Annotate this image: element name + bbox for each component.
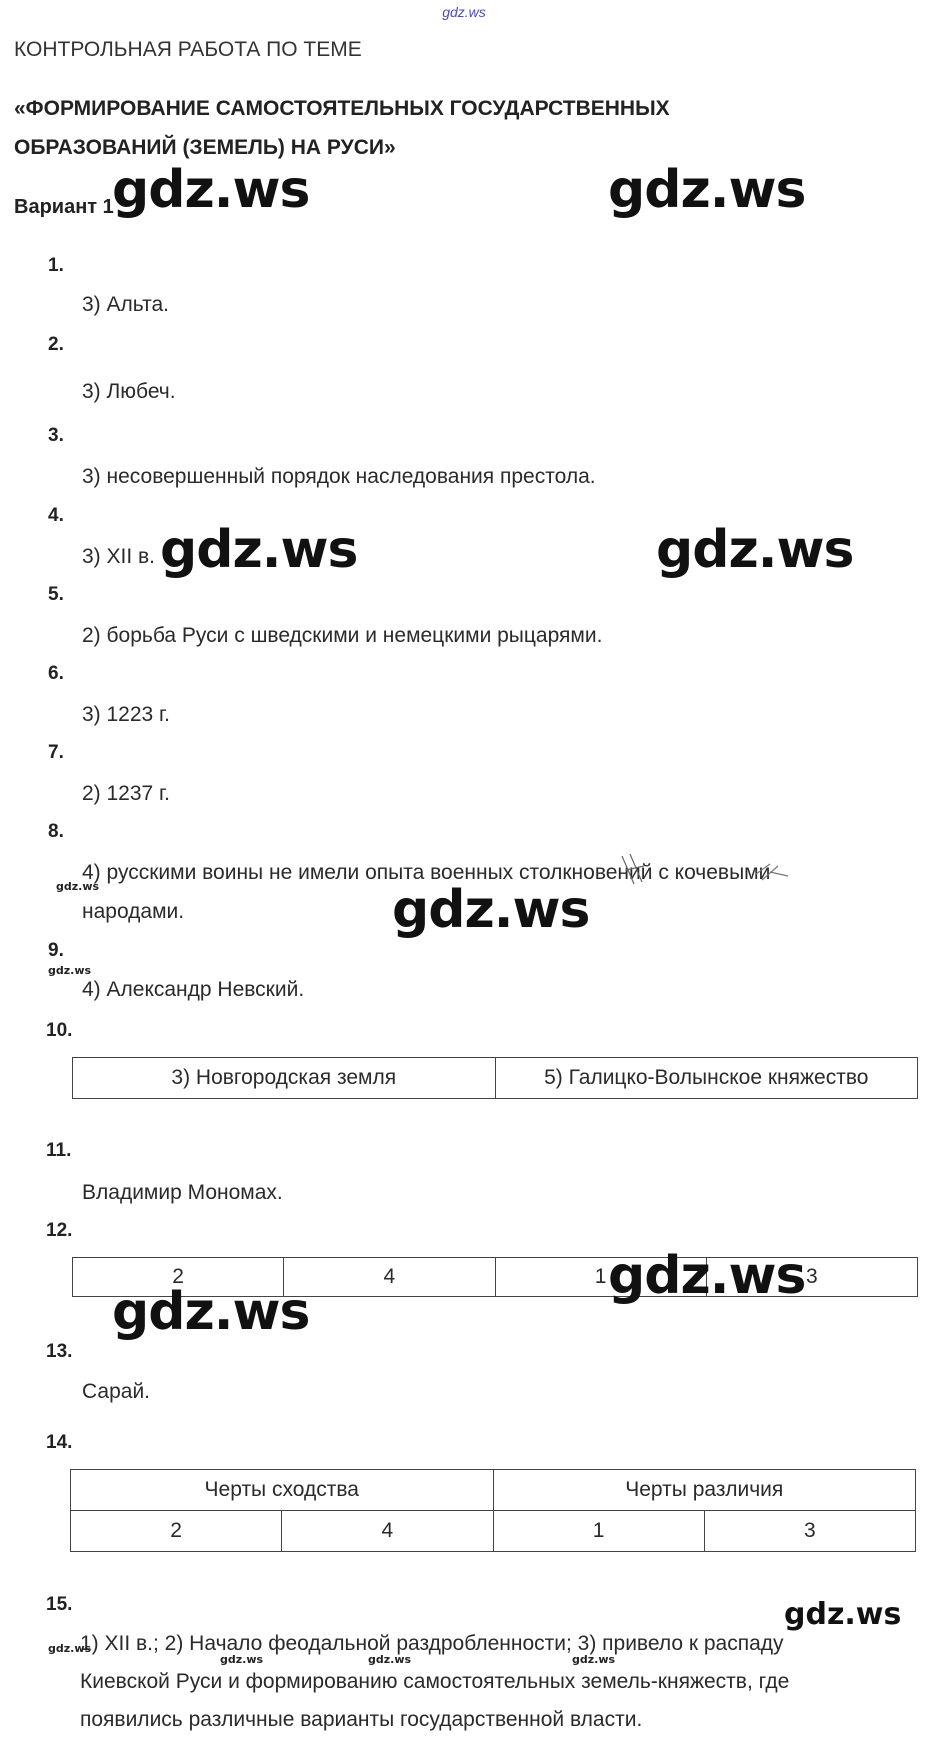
answer-14-cell: 2 <box>71 1511 282 1552</box>
question-number-6: 6. <box>48 663 64 684</box>
question-number-4: 4. <box>48 505 64 526</box>
answer-8-line-1: 4) русскими воины не имели опыта военных столкновений с кочевыми <box>82 861 771 884</box>
answer-10-cell: 3) Новгородская земля <box>73 1058 496 1099</box>
answer-8-line-2: народами. <box>82 900 185 923</box>
watermark-small: gdz.ws <box>48 1642 92 1655</box>
answer-10-table <box>72 1057 918 1099</box>
question-number-1: 1. <box>48 255 64 276</box>
watermark-small: gdz.ws <box>368 1653 412 1666</box>
answer-3: 3) несовершенный порядок наследования престола. <box>82 465 596 488</box>
watermark: gdz.ws <box>608 1246 806 1306</box>
answer-6: 3) 1223 г. <box>82 703 170 726</box>
answer-15-line-2: Киевской Руси и формированию самостоятельных земель-княжеств, где <box>80 1670 790 1693</box>
answer-9: 4) Александр Невский. <box>82 978 305 1001</box>
answer-14-cell: 3 <box>704 1511 915 1552</box>
question-number-14: 14. <box>46 1432 73 1453</box>
answer-14-cell: 4 <box>282 1511 493 1552</box>
question-number-13: 13. <box>46 1341 73 1362</box>
answer-13: Сарай. <box>82 1380 151 1403</box>
pen-scribble-marks <box>620 852 800 892</box>
watermark-small: gdz.ws <box>56 880 100 893</box>
watermark-small: gdz.ws <box>220 1653 264 1666</box>
answer-2: 3) Любеч. <box>82 380 176 403</box>
variant-label: Вариант 1 <box>14 196 114 218</box>
watermark: gdz.ws <box>608 160 806 220</box>
question-number-3: 3. <box>48 425 64 446</box>
watermark: gdz.ws <box>112 160 310 220</box>
answer-1: 3) Альта. <box>82 293 169 316</box>
watermark: gdz.ws <box>392 880 590 940</box>
watermark: gdz.ws <box>784 1597 902 1632</box>
title-line-1: «ФОРМИРОВАНИЕ САМОСТОЯТЕЛЬНЫХ ГОСУДАРСТВЕННЫХ <box>14 97 670 120</box>
question-number-11: 11. <box>46 1140 72 1161</box>
watermark: gdz.ws <box>160 520 358 580</box>
table-header-similar: Черты сходства <box>71 1470 494 1511</box>
title-line-2: ОБРАЗОВАНИЙ (ЗЕМЕЛЬ) НА РУСИ» <box>14 136 396 159</box>
question-number-15: 15. <box>46 1594 73 1615</box>
answer-15-line-3: появились различные варианты государственной власти. <box>80 1708 643 1731</box>
answer-5: 2) борьба Руси с шведскими и немецкими рыцарями. <box>82 624 603 647</box>
question-number-7: 7. <box>48 742 64 763</box>
question-number-12: 12. <box>46 1220 73 1241</box>
answer-7: 2) 1237 г. <box>82 782 170 805</box>
question-number-9: 9. <box>48 940 64 961</box>
answer-4: 3) XII в. <box>82 545 156 568</box>
answer-12-cell: 4 <box>284 1258 495 1297</box>
watermark: gdz.ws <box>656 520 854 580</box>
answer-10-cell: 5) Галицко-Волынское княжество <box>495 1058 918 1099</box>
answer-11: Владимир Мономах. <box>82 1181 283 1204</box>
question-number-2: 2. <box>48 334 64 355</box>
answer-12-cell: 1 <box>495 1258 706 1297</box>
site-watermark-top: gdz.ws <box>442 4 486 20</box>
question-number-5: 5. <box>48 584 64 605</box>
answer-14-cell: 1 <box>493 1511 704 1552</box>
answer-15-line-1: 1) XII в.; 2) Начало феодальной раздробленности; 3) привело к распаду <box>80 1632 784 1655</box>
question-number-8: 8. <box>48 821 64 842</box>
watermark: gdz.ws <box>112 1282 310 1342</box>
page-heading: КОНТРОЛЬНАЯ РАБОТА ПО ТЕМЕ <box>14 38 362 61</box>
answer-12-cell: 2 <box>73 1258 284 1297</box>
question-number-10: 10. <box>46 1020 73 1041</box>
watermark-small: gdz.ws <box>48 964 92 977</box>
answer-14-table <box>70 1469 916 1552</box>
table-header-differences: Черты различия <box>493 1470 916 1511</box>
answer-12-cell: 3 <box>706 1258 917 1297</box>
watermark-small: gdz.ws <box>572 1653 616 1666</box>
